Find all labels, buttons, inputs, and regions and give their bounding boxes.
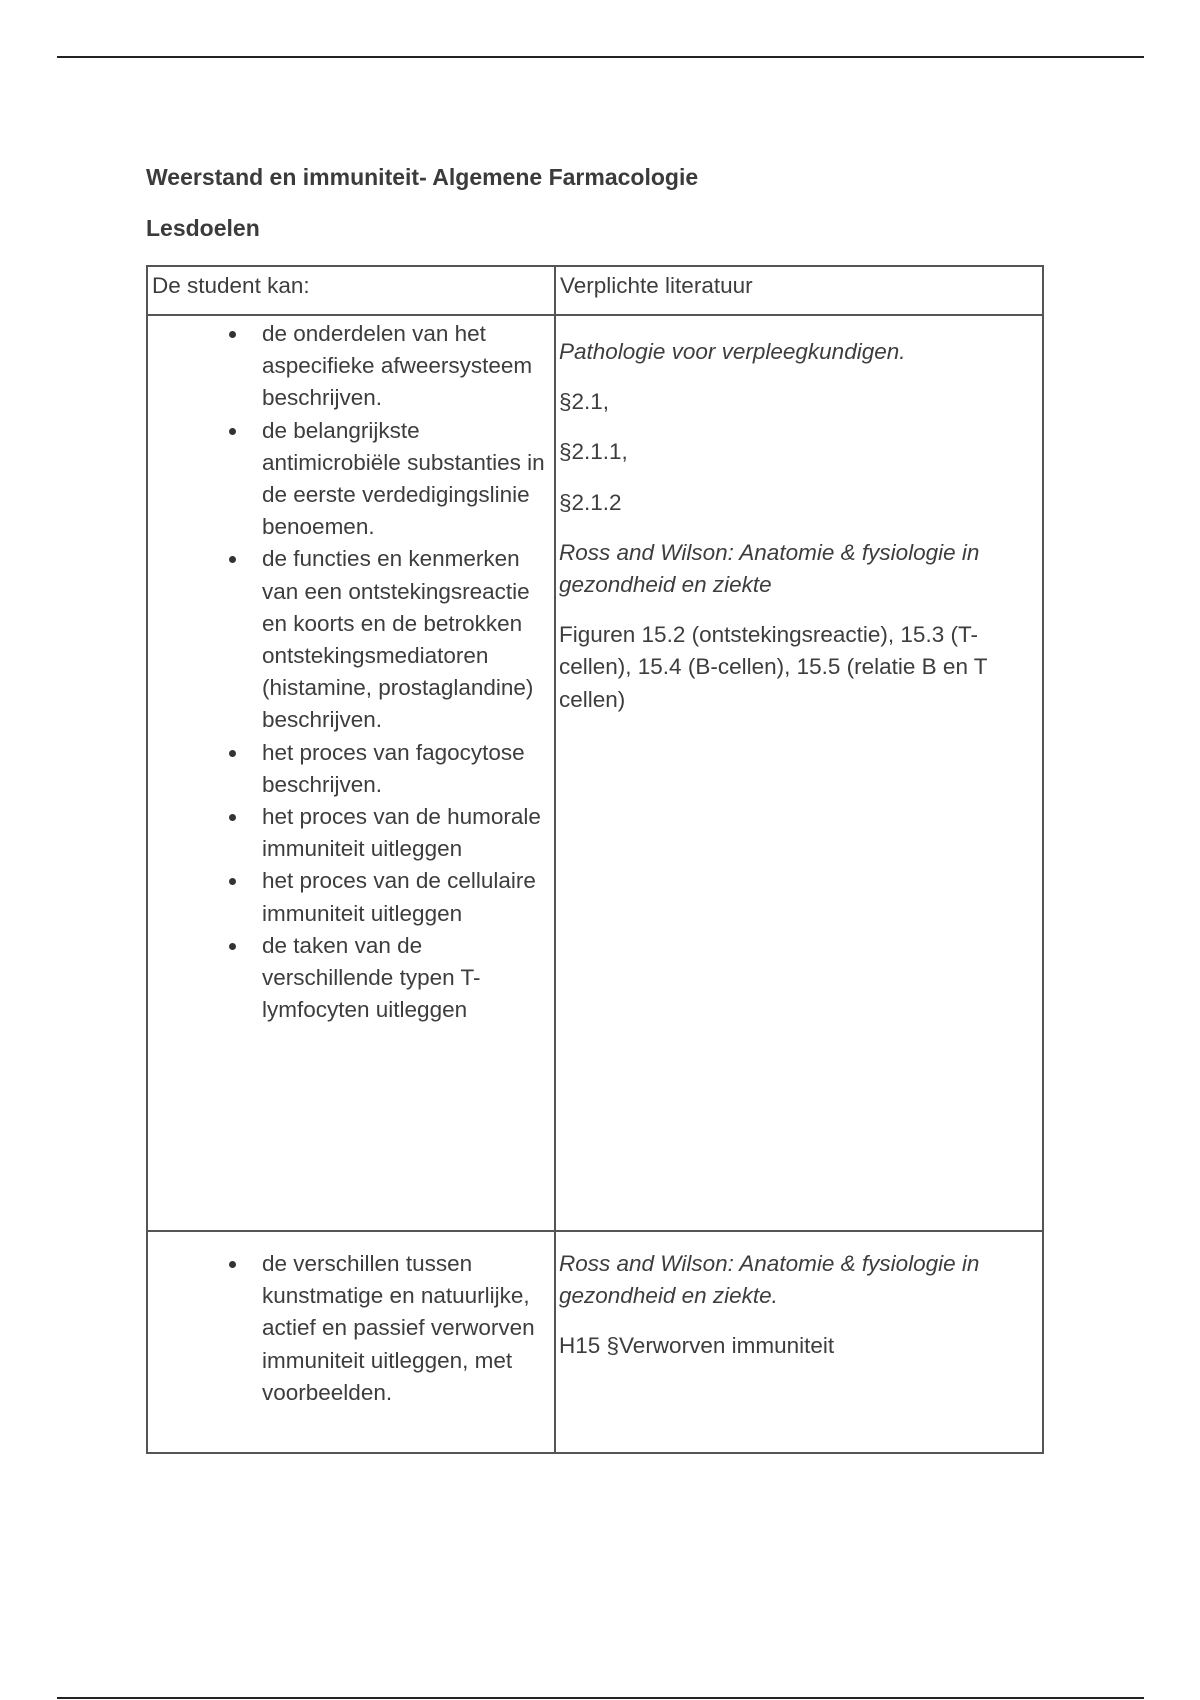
table-row [147, 1231, 1043, 1453]
literature-reference: Figuren 15.2 (ontstekingsreactie), 15.3 (T-cellen), 15.4 (B-cellen), 15.5 (relatie B en T cellen) [559, 622, 988, 712]
literature-book-title: Ross and Wilson: Anatomie & fysiologie in gezondheid en ziekte. [559, 1251, 980, 1309]
list-item: het proces van fagocytose beschrijven. [148, 737, 554, 801]
list-item: het proces van de humorale immuniteit uitleggen [148, 801, 554, 865]
literature-book-title: Ross and Wilson: Anatomie & fysiologie in gezondheid en ziekte [559, 539, 980, 598]
list-item: de taken van de verschillende typen T-lymfocyten uitleggen [148, 930, 554, 1027]
header-rule [57, 56, 1144, 58]
literature-reference: §2.1.1, [559, 439, 628, 465]
literature-reference: §2.1, [559, 389, 610, 415]
table-header-row [147, 266, 1043, 315]
goals-list [148, 316, 554, 1026]
list-item: de verschillen tussen kunstmatige en natuurlijke, actief en passief verworven immuniteit uitleggen, met voorbeelden. [148, 1248, 554, 1409]
goals-cell [147, 315, 555, 1231]
section-heading: Lesdoelen [146, 215, 260, 241]
learning-goals-table [146, 265, 1044, 1454]
literature-reference: §2.1.2 [559, 489, 622, 515]
list-item: de functies en kenmerken van een ontstekingsreactie en koorts en de betrokken ontstekingsmediatoren (histamine, prostaglandine) beschrijven. [148, 543, 554, 736]
literature-cell [555, 1231, 1043, 1453]
goals-cell [147, 1231, 555, 1453]
goals-list [148, 1232, 554, 1409]
list-item: het proces van de cellulaire immuniteit uitleggen [148, 865, 554, 929]
literature-cell [555, 315, 1043, 1231]
literature-book-title: Pathologie voor verpleegkundigen. [559, 339, 906, 364]
document-title: Weerstand en immuniteit- Algemene Farmacologie [146, 164, 699, 190]
list-item: de onderdelen van het aspecifieke afweersysteem beschrijven. [148, 318, 554, 415]
footer-rule [57, 1697, 1144, 1699]
literature-reference: H15 §Verworven immuniteit [559, 1333, 835, 1359]
list-item: de belangrijkste antimicrobiële substanties in de eerste verdedigingslinie benoemen. [148, 415, 554, 544]
header-cell-goals: De student kan: [147, 266, 555, 315]
header-cell-literature: Verplichte literatuur [555, 266, 1043, 315]
table-row [147, 315, 1043, 1231]
